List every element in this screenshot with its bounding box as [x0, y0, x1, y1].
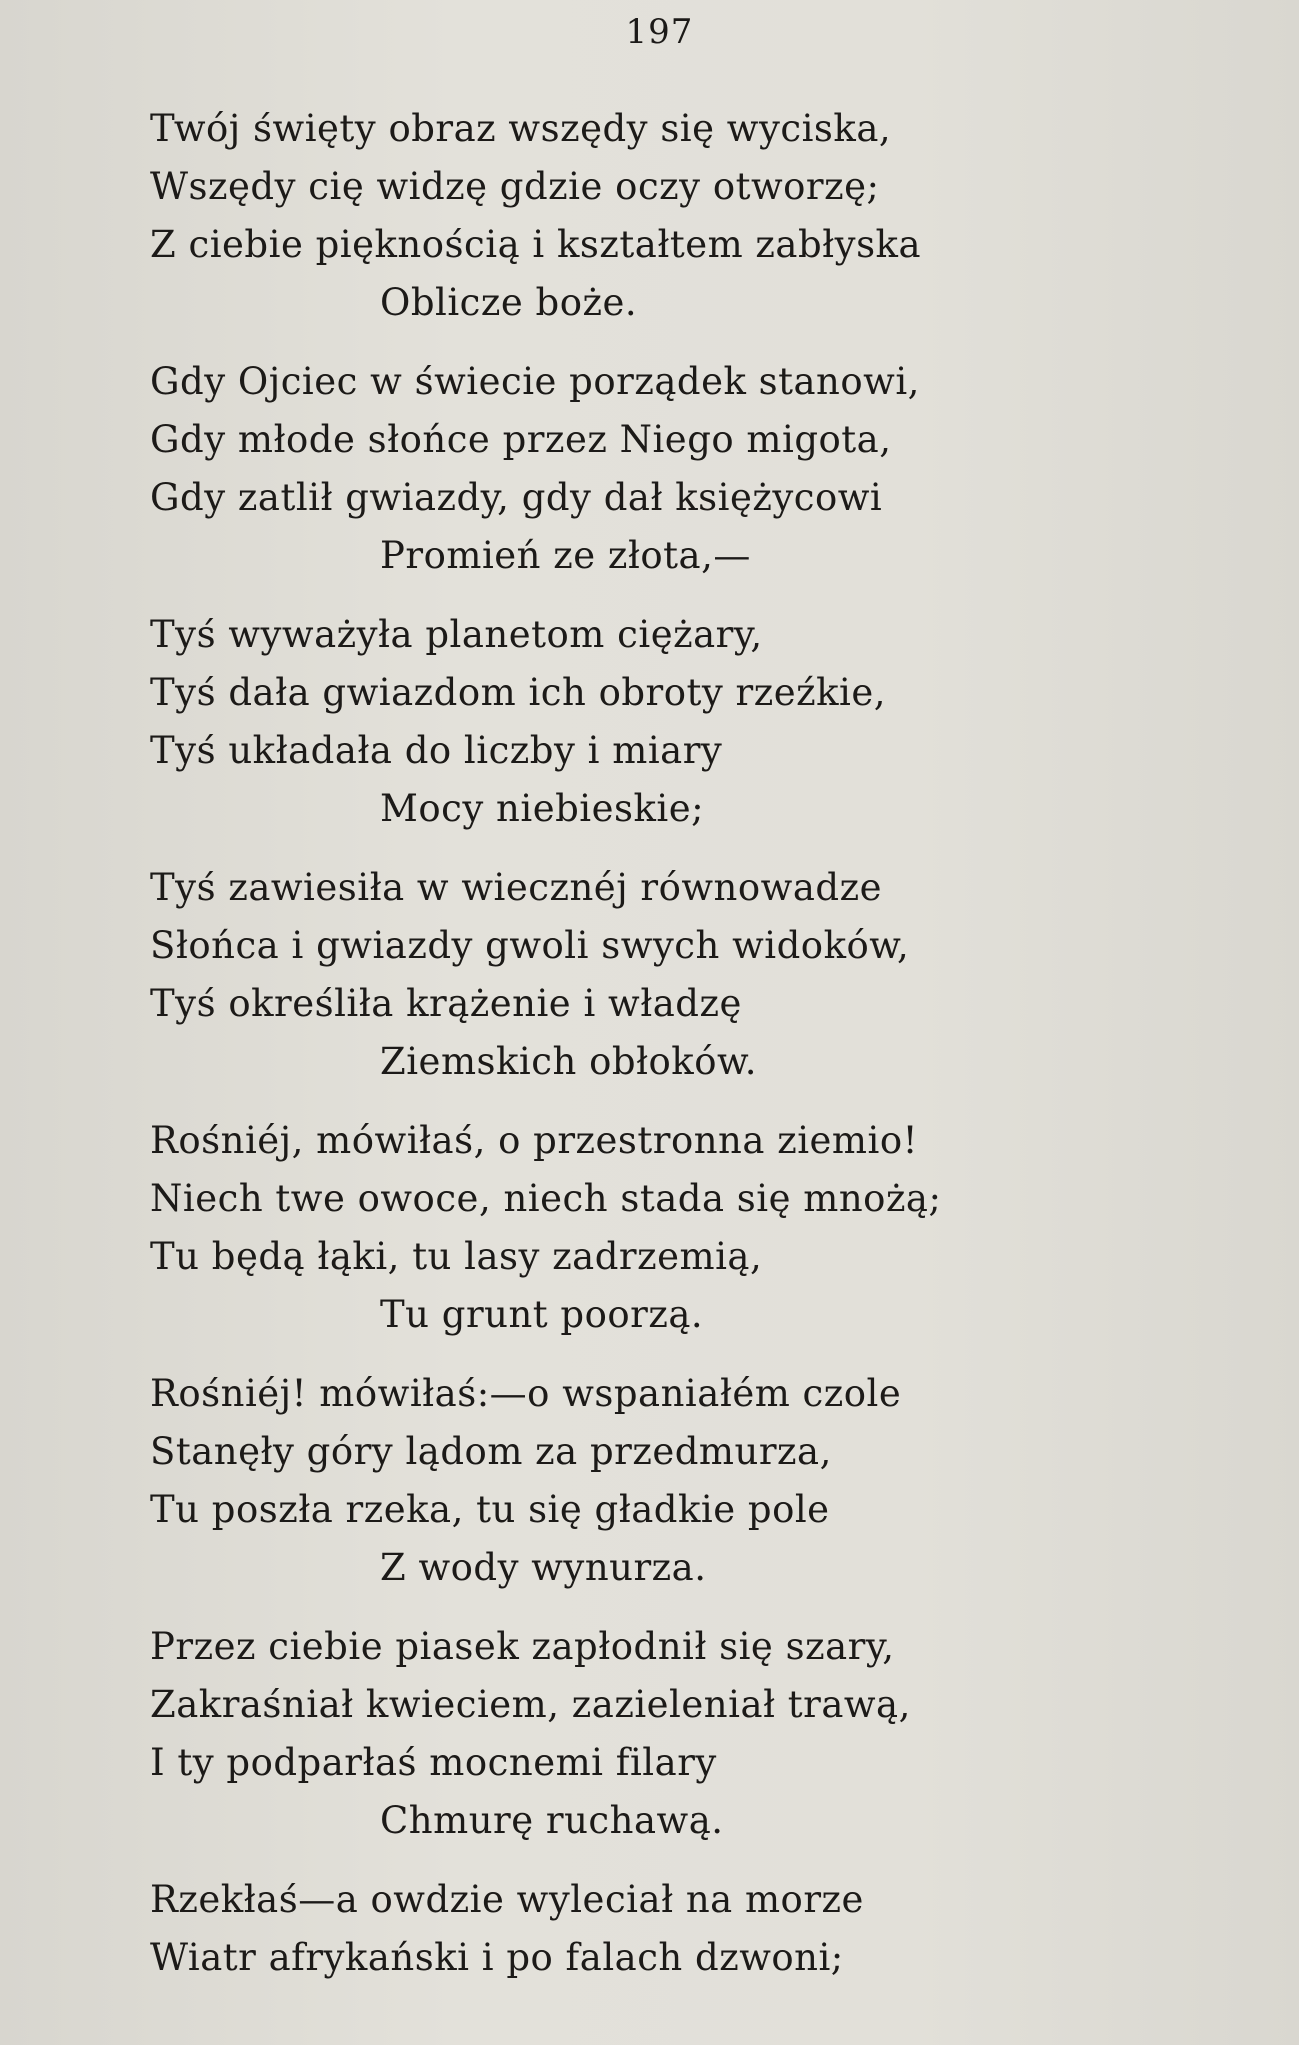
verse-line-short: Oblicze boże.	[380, 281, 638, 324]
verse-line: Przez ciebie piasek zapłodnił się szary,	[150, 1625, 895, 1668]
verse-line: Tu poszła rzeka, tu się gładkie pole	[150, 1488, 830, 1531]
verse-line: Zakraśniał kwieciem, zazieleniał trawą,	[150, 1683, 911, 1726]
verse-line: Tyś wyważyła planetom ciężary,	[150, 613, 763, 656]
stanza-7	[150, 1618, 1210, 1850]
stanza-5	[150, 1112, 1210, 1344]
verse-line: Gdy młode słońce przez Niego migota,	[150, 418, 892, 461]
verse-line-short: Z wody wynurza.	[380, 1546, 707, 1589]
verse-line-short: Promień ze złota,—	[380, 534, 751, 577]
verse-line-short: Chmurę ruchawą.	[380, 1799, 724, 1842]
verse-line: Wiatr afrykański i po falach dzwoni;	[150, 1936, 844, 1979]
verse-line: Tyś zawiesiła w wiecznéj równowadze	[150, 866, 882, 909]
stanza-8	[150, 1871, 1210, 1987]
verse-line-short: Tu grunt poorzą.	[380, 1293, 704, 1336]
verse-line: Gdy Ojciec w świecie porządek stanowi,	[150, 360, 920, 403]
verse-line: Twój święty obraz wszędy się wyciska,	[150, 107, 892, 150]
verse-line: I ty podparłaś mocnemi filary	[150, 1741, 717, 1784]
verse-line: Tu będą łąki, tu lasy zadrzemią,	[150, 1235, 763, 1278]
verse-line: Wszędy cię widzę gdzie oczy otworzę;	[150, 165, 880, 208]
verse-line: Rośniéj! mówiłaś:—o wspaniałém czole	[150, 1372, 902, 1415]
verse-line: Rzekłaś—a owdzie wyleciał na morze	[150, 1878, 864, 1921]
stanza-4	[150, 859, 1210, 1091]
verse-line-short: Mocy niebieskie;	[380, 787, 705, 830]
page-number: 197	[625, 12, 694, 52]
verse-line: Rośniéj, mówiłaś, o przestronna ziemio!	[150, 1119, 918, 1162]
verse-line: Niech twe owoce, niech stada się mnożą;	[150, 1177, 942, 1220]
stanza-2	[150, 353, 1210, 585]
verse-line: Tyś układała do liczby i miary	[150, 729, 723, 772]
stanza-3	[150, 606, 1210, 838]
verse-line: Tyś określiła krążenie i władzę	[150, 982, 742, 1025]
verse-line: Stanęły góry lądom za przedmurza,	[150, 1430, 832, 1473]
verse-line: Z ciebie pięknością i kształtem zabłyska	[150, 223, 922, 266]
verse-line: Tyś dała gwiazdom ich obroty rzeźkie,	[150, 671, 887, 714]
stanza-1	[150, 100, 1210, 332]
poem	[150, 100, 1210, 2008]
verse-line: Słońca i gwiazdy gwoli swych widoków,	[150, 924, 910, 967]
verse-line: Gdy zatlił gwiazdy, gdy dał księżycowi	[150, 476, 883, 519]
verse-line-short: Ziemskich obłoków.	[380, 1040, 758, 1083]
stanza-6	[150, 1365, 1210, 1597]
